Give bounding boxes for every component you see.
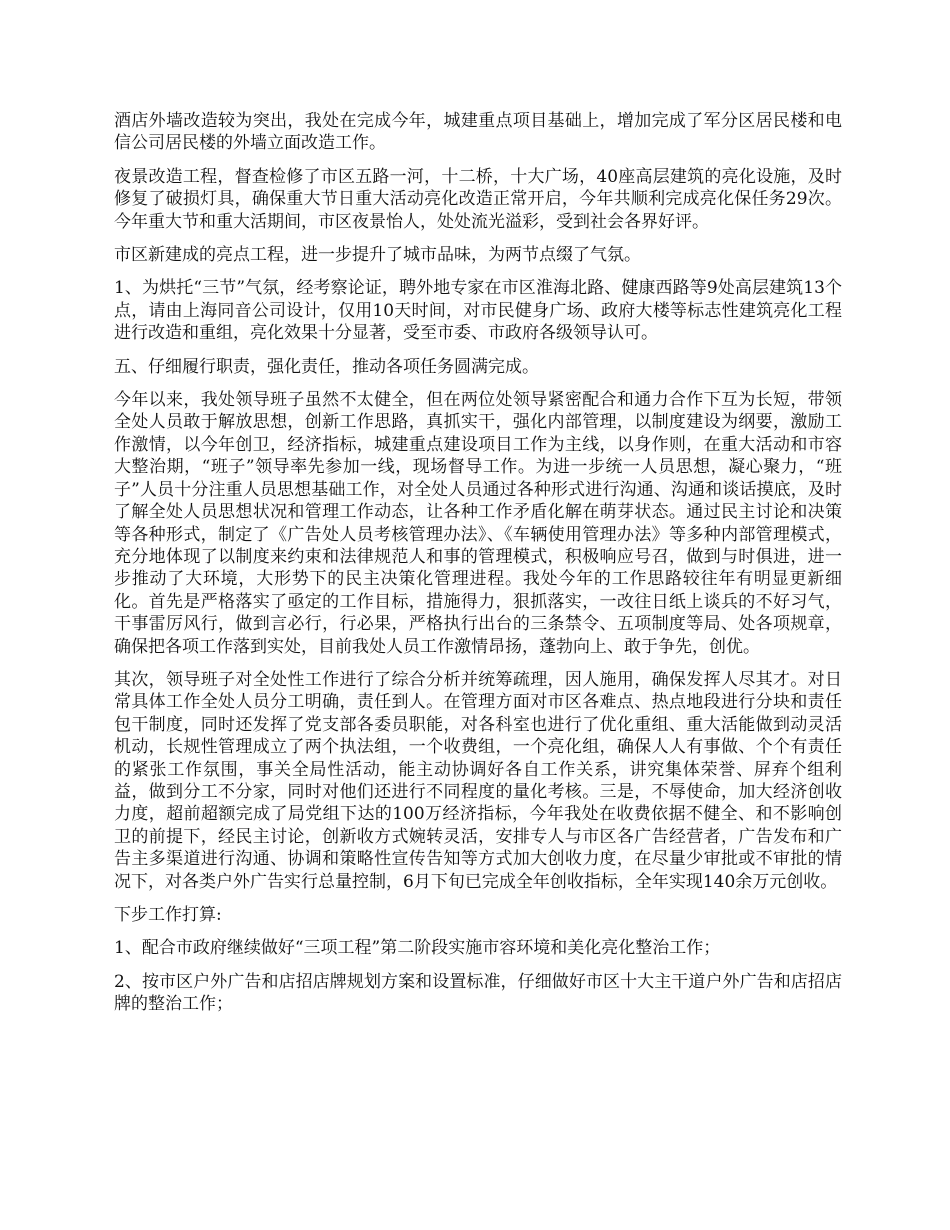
paragraph-highlight-projects: 市区新建成的亮点工程，进一步提升了城市品味，为两节点缀了气氛。 (114, 245, 641, 266)
paragraph-item-1-festival: 1、为烘托“三节”气氛，经考察论证，聘外地专家在市区淮海北路、健康西路等9处高层建筑13个点，请由上海同音公司设计，仅用10天时间，对市民健身广场、政府大楼等标志性建筑亮化工程进行改造和重组，亮化效果十分显著，受至市委、市政府各级领导认可。 (114, 278, 842, 344)
paragraph-leadership: 今年以来，我处领导班子虽然不太健全，但在两位处领导紧密配合和通力合作下互为长短，带领全处人员敢于解放思想，创新工作思路，真抓实干，强化内部管理，以制度建设为纲要，激励工作激情，以今年创卫，经济指标，城建重点建设项目工作为主线，以身作则，在重大活动和市容大整治期，“班子”领导率先参加一线，现场督导工作。为进一步统一人员思想，凝心聚力，“班子”人员十分注重人员思想基础工作，对全处人员通过各种形式进行沟通、沟通和谈话摸底，及时了解全处人员思想状况和管理工作动态，让各种工作矛盾化解在萌芽状态。通过民主讨论和决策等各种形式，制定了《广告处人员考核管理办法》、《车辆使用管理办法》等多种内部管理模式，充分地体现了以制度来约束和法律规范人和事的管理模式，积极响应号召，做到与时俱进，进一步推动了大环境，大形势下的民主决策化管理进程。我处今年的工作思路较往年有明显更新细化。首先是严格落实了亟定的工作目标，措施得力，狠抓落实，一改往日纸上谈兵的不好习气，干事雷厉风行，做到言必行，行必果，严格执行出台的三条禁令、五项制度等局、处各项规章，确保把各项工作落到实处，目前我处人员工作激情昂扬，蓬勃向上、敢于争先，创优。 (114, 390, 842, 657)
paragraph-secondly: 其次，领导班子对全处性工作进行了综合分析并统筹疏理，因人施用，确保发挥人尽其才。对日常具体工作全处人员分工明确，责任到人。在管理方面对市区各难点、热点地段进行分块和责任包干制度，同时还发挥了党支部各委员职能，对各科室也进行了优化重组、重大活能做到动灵活机动，长规性管理成立了两个执法组，一个收费组，一个亮化组，确保人人有事做、个个有责任的紧张工作氛围，事关全局性活动，能主动协调好各自工作关系，讲究集体荣誉、屏弃个组利益，做到分工不分家，同时对他们还进行不同程度的量化考核。三是，不辱使命，加大经济创收力度，超前超额完成了局党组下达的100万经济指标，今年我处在收费依据不健全、和不影响创卫的前提下，经民主讨论，创新收方式婉转灵活，安排专人与市区各广告经营者，广告发布和广告主多渠道进行沟通、协调和策略性宣传告知等方式加大创收力度，在尽量少审批或不审批的情况下，对各类户外广告实行总量控制，6月下旬已完成全年创收指标，全年实现140余万元创收。 (114, 669, 842, 892)
heading-next-steps: 下步工作打算: (114, 905, 222, 925)
section-heading-five: 五、仔细履行职责，强化责任，推动各项任务圆满完成。 (114, 356, 539, 377)
list-item-next-2: 2、按市区户外广告和店招店牌规划方案和设置标准，仔细做好市区十大主干道户外广告和店招店牌的整治工作； (114, 971, 842, 1015)
list-item-next-1: 1、配合市政府继续做好“三项工程”第二阶段实施市容环境和美化亮化整治工作； (114, 938, 721, 959)
paragraph-facade-renovation: 酒店外墙改造较为突出，我处在完成今年，城建重点项目基础上，增加完成了军分区居民楼和电信公司居民楼的外墙立面改造工作。 (114, 111, 842, 154)
paragraph-night-lighting: 夜景改造工程，督查检修了市区五路一河，十二桥，十大广场，40座高层建筑的亮化设施，及时修复了破损灯具，确保重大节日重大活动亮化改造正常开启，今年共顺利完成亮化保任务29次。今年重大节和重大活期间，市区夜景怡人，处处流光溢彩，受到社会各界好评。 (114, 166, 842, 232)
document-body (114, 110, 842, 1027)
